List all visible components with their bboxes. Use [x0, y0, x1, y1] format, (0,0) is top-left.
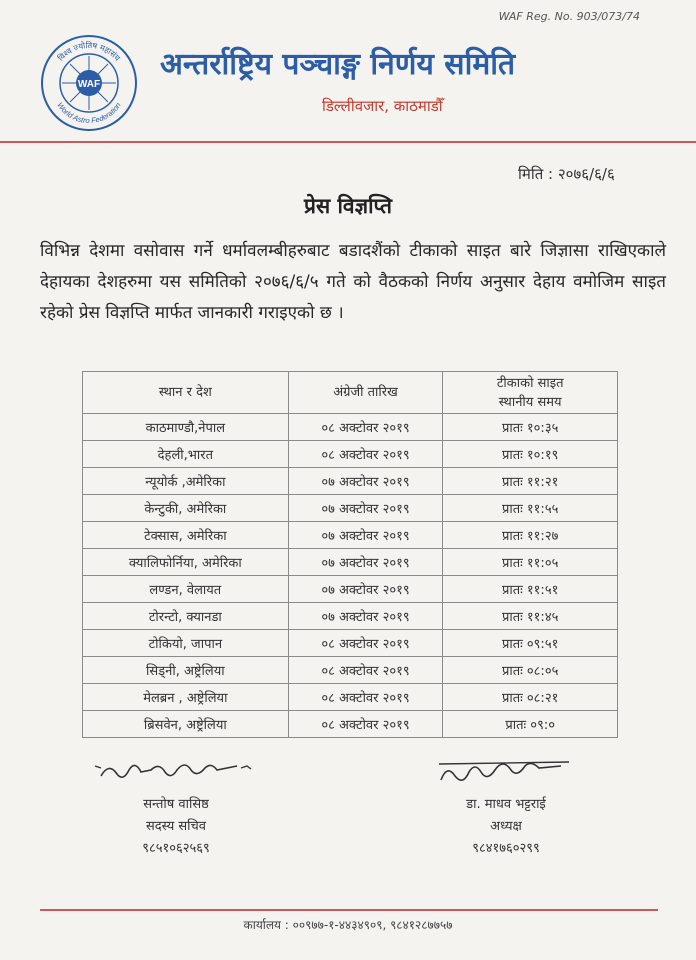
signatory-phone: ९८४१७६०२९९: [472, 841, 540, 856]
release-date: मिति : २०७६/६/६: [518, 165, 615, 183]
table-row: [83, 441, 618, 468]
cell-date: ०८ अक्टोवर २०१९: [288, 684, 443, 711]
handwritten-signature-left: [91, 756, 261, 786]
cell-place: मेलब्रन , अष्ट्रेलिया: [83, 684, 289, 711]
cell-time: प्रातः ०९:५१: [443, 630, 618, 657]
signatory-member-secretary: [66, 756, 286, 860]
cell-place: केन्टुकी, अमेरिका: [83, 495, 289, 522]
table-row: [83, 522, 618, 549]
table-row: [83, 495, 618, 522]
table-header-row: [83, 372, 618, 414]
document-heading: प्रेस विज्ञप्ति: [304, 194, 392, 218]
signatory-name: सन्तोष वासिष्ठ: [143, 797, 209, 812]
cell-date: ०७ अक्टोवर २०१९: [288, 576, 443, 603]
header-divider: [0, 141, 696, 143]
table-row: [83, 576, 618, 603]
office-contact: कार्यालय : ००९७७-१-४४३४९०९, ९८४१२८७७५७: [243, 918, 453, 932]
cell-place: काठमाण्डौ,नेपाल: [83, 414, 289, 441]
cell-time: प्रातः ०८:२१: [443, 684, 618, 711]
body-paragraph: विभिन्न देशमा वसोवास गर्ने धर्मावलम्बीहरुबाट बडादशैंको टीकाको साइत बारे जिज्ञासा राखिएकाले देहायका देशहरुमा यस समितिको २०७६/६/५ गते को वैठकको निर्णय अनुसार देहाय वमोजिम साइत रहेको प्रेस विज्ञप्ति मार्फत जानकारी गराइएको छ ।: [40, 241, 666, 323]
logo-ring-text-top: विश्व ज्योतिष महासंघ: [56, 40, 122, 63]
table-row: [83, 630, 618, 657]
organization-address: डिल्लीवजार, काठमाडौँ: [322, 97, 443, 115]
signatory-chairman: [396, 756, 616, 860]
signatory-phone: ९८५१०६२५६९: [142, 841, 210, 856]
cell-date: ०८ अक्टोवर २०१९: [288, 630, 443, 657]
header-tika-time-line2: स्थानीय समय: [498, 394, 562, 410]
cell-time: प्रातः ११:०५: [443, 549, 618, 576]
tika-schedule-table: [82, 371, 618, 738]
cell-place: क्यालिफोर्निया, अमेरिका: [83, 549, 289, 576]
handwritten-signature-right: [421, 756, 591, 786]
table-row: [83, 468, 618, 495]
cell-time: प्रातः ११:२७: [443, 522, 618, 549]
cell-date: ०७ अक्टोवर २०१९: [288, 495, 443, 522]
signatory-title: सदस्य सचिव: [145, 819, 207, 834]
cell-place: सिड्नी, अष्ट्रेलिया: [83, 657, 289, 684]
organization-name: अन्तर्राष्ट्रिय पञ्चाङ्ग निर्णय समिति: [160, 47, 516, 82]
cell-date: ०७ अक्टोवर २०१९: [288, 522, 443, 549]
header-tika-time-line1: टीकाको साइत: [496, 375, 564, 391]
registration-number: WAF Reg. No. 903/073/74: [498, 10, 640, 23]
cell-place: टोकियो, जापान: [83, 630, 289, 657]
header-tika-time: [443, 372, 618, 414]
cell-date: ०७ अक्टोवर २०१९: [288, 603, 443, 630]
cell-date: ०८ अक्टोवर २०१९: [288, 441, 443, 468]
table-row: [83, 657, 618, 684]
cell-place: लण्डन, वेलायत: [83, 576, 289, 603]
cell-time: प्रातः १०:३५: [443, 414, 618, 441]
cell-time: प्रातः १०:१९: [443, 441, 618, 468]
cell-time: प्रातः ११:४५: [443, 603, 618, 630]
cell-date: ०७ अक्टोवर २०१९: [288, 468, 443, 495]
signatory-name: डा. माधव भट्टराई: [466, 797, 546, 812]
cell-time: प्रातः ११:५५: [443, 495, 618, 522]
cell-date: ०७ अक्टोवर २०१९: [288, 549, 443, 576]
logo-center-text: WAF: [77, 79, 101, 90]
cell-date: ०८ अक्टोवर २०१९: [288, 414, 443, 441]
signatory-title: अध्यक्ष: [490, 819, 522, 834]
cell-time: प्रातः ०८:०५: [443, 657, 618, 684]
table-row: [83, 414, 618, 441]
header-english-date: अंग्रेजी तारिख: [288, 372, 443, 414]
table-row: [83, 549, 618, 576]
cell-time: प्रातः ०९:०: [443, 711, 618, 738]
cell-time: प्रातः ११:२१: [443, 468, 618, 495]
cell-date: ०८ अक्टोवर २०१९: [288, 657, 443, 684]
cell-place: टेक्सास, अमेरिका: [83, 522, 289, 549]
cell-date: ०८ अक्टोवर २०१९: [288, 711, 443, 738]
cell-place: टोरन्टो, क्यानडा: [83, 603, 289, 630]
waf-logo-seal: [40, 34, 138, 132]
cell-place: ब्रिसवेन, अष्ट्रेलिया: [83, 711, 289, 738]
logo-ring-text-bottom: World Astro Federation: [55, 100, 123, 126]
table-row: [83, 684, 618, 711]
footer-divider: [40, 909, 658, 911]
cell-place: देहली,भारत: [83, 441, 289, 468]
header-place: स्थान र देश: [83, 372, 289, 414]
table-row: [83, 603, 618, 630]
cell-time: प्रातः ११:५१: [443, 576, 618, 603]
table-row: [83, 711, 618, 738]
cell-place: न्यूयोर्क ,अमेरिका: [83, 468, 289, 495]
